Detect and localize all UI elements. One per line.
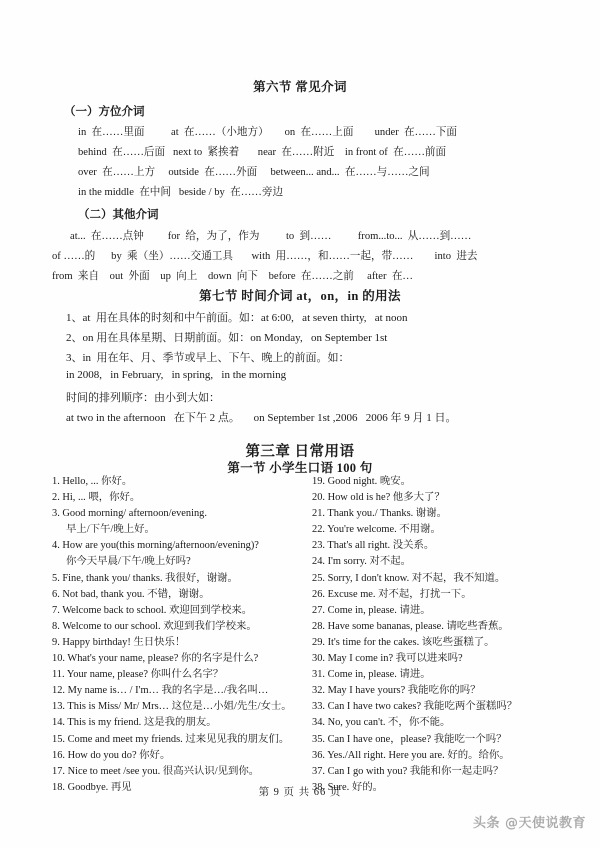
page-footer: 第 9 页 共 66 页 bbox=[258, 787, 342, 798]
time-preposition-rule-3: 3、in 用在年、月、季节或早上、下午、晚上的前面。如： bbox=[66, 352, 350, 364]
list-item: 14. This is my friend. 这是我的朋友。 bbox=[52, 717, 217, 729]
watermark: 头条 @天使说教育 bbox=[472, 816, 586, 831]
list-item: 31. Come in, please. 请进。 bbox=[312, 669, 431, 681]
list-item: 12. My name is… / I'm… 我的名字是…/我名叫… bbox=[52, 685, 269, 697]
time-preposition-examples: in 2008, in February, in spring, in the morning bbox=[66, 369, 287, 381]
list-item: 17. Nice to meet /see you. 很高兴认识/见到你。 bbox=[52, 765, 260, 777]
time-preposition-rule-1: 1、at 用在具体的时刻和中午前面。如：at 6:00, at seven thirty, at noon bbox=[66, 312, 408, 324]
time-order-examples: at two in the afternoon 在下午 2 点。 on September 1st ,2006 2006 年 9 月 1 日。 bbox=[66, 412, 457, 424]
prepositions-place-line-4: in the middle 在中间 beside / by 在……旁边 bbox=[78, 187, 284, 198]
list-item-translation: 早上/下午/晚上好。 bbox=[66, 524, 155, 536]
list-item: 38. Sure. 好的。 bbox=[312, 781, 383, 793]
list-item: 36. Yes./All right. Here you are. 好的。给你。 bbox=[312, 749, 510, 761]
list-item: 25. Sorry, I don't know. 对不起，我不知道。 bbox=[312, 572, 506, 584]
list-item: 30. May I come in? 我可以进来吗? bbox=[312, 653, 463, 665]
list-item: 23. That's all right. 没关系。 bbox=[312, 540, 435, 552]
section-six-heading: 第六节 常见介词 bbox=[253, 80, 347, 94]
prepositions-other-line-1: at... 在……点钟 for 给，为了，作为 to 到…… from...to... 从……到…… bbox=[70, 231, 472, 242]
prepositions-other-line-3: from 来自 out 外面 up 向上 down 向下 before 在……之前 after 在… bbox=[52, 271, 414, 282]
list-item-translation: 你今天早晨/下午/晚上好吗? bbox=[66, 556, 191, 568]
list-item: 33. Can I have two cakes? 我能吃两个蛋糕吗？ bbox=[312, 701, 518, 713]
list-item: 4. How are you(this morning/afternoon/evening)? bbox=[52, 540, 259, 552]
list-item: 11. Your name, please? 你叫什么名字？ bbox=[52, 669, 224, 681]
prepositions-place-line-3: over 在……上方 outside 在……外面 between... and... 在……与……之间 bbox=[78, 167, 430, 178]
list-item: 27. Come in, please. 请进。 bbox=[312, 604, 431, 616]
list-item: 15. Come and meet my friends. 过来见见我的朋友们。 bbox=[52, 733, 290, 745]
list-item: 9. Happy birthday! 生日快乐！ bbox=[52, 636, 186, 648]
list-item: 5. Fine, thank you/ thanks. 我很好，谢谢。 bbox=[52, 572, 238, 584]
list-item: 26. Excuse me. 对不起，打扰一下。 bbox=[312, 588, 472, 600]
prepositions-place-line-1: in 在……里面 at 在……（小地方） on 在……上面 under 在……下面 bbox=[78, 127, 458, 138]
list-item: 2. Hi, ... 喂，你好。 bbox=[52, 492, 141, 504]
list-item: 18. Goodbye. 再见 bbox=[52, 781, 132, 793]
list-item: 1. Hello, ... 你好。 bbox=[52, 476, 133, 487]
list-item: 19. Good night. 晚安。 bbox=[312, 476, 411, 487]
list-item: 8. Welcome to our school. 欢迎到我们学校来。 bbox=[52, 620, 257, 632]
section-six-group-b-label: （二）其他介词 bbox=[78, 209, 159, 221]
list-item: 13. This is Miss/ Mr/ Mrs… 这位是…小姐/先生/女士。 bbox=[52, 701, 292, 713]
list-item: 32. May I have yours? 我能吃你的吗？ bbox=[312, 685, 481, 697]
list-item: 28. Have some bananas, please. 请吃些香蕉。 bbox=[312, 620, 509, 632]
list-item: 35. Can I have one，please? 我能吃一个吗？ bbox=[312, 733, 507, 745]
list-item: 20. How old is he? 他多大了？ bbox=[312, 492, 445, 504]
list-item: 37. Can I go with you? 我能和你一起走吗？ bbox=[312, 765, 504, 777]
list-item: 21. Thank you./ Thanks. 谢谢。 bbox=[312, 508, 447, 520]
time-preposition-rule-2: 2、on 用在具体星期、日期前面。如：on Monday, on September 1st bbox=[66, 332, 388, 344]
list-item: 22. You're welcome. 不用谢。 bbox=[312, 524, 441, 536]
phrase-list-right-column bbox=[312, 474, 580, 796]
list-item: 29. It's time for the cakes. 该吃些蛋糕了。 bbox=[312, 636, 495, 648]
section-seven-heading: 第七节 时间介词 at，on，in 的用法 bbox=[199, 289, 401, 303]
list-item: 7. Welcome back to school. 欢迎回到学校来。 bbox=[52, 604, 253, 616]
prepositions-other-line-2: of ……的 by 乘（坐）……交通工具 with 用……，和……一起，带…… into 进去 bbox=[52, 251, 478, 262]
list-item: 16. How do you do? 你好。 bbox=[52, 749, 171, 761]
list-item: 3. Good morning/ afternoon/evening. bbox=[52, 508, 207, 520]
time-order-note: 时间的排列顺序：由小到大如： bbox=[66, 392, 220, 404]
prepositions-place-line-2: behind 在……后面 next to 紧挨着 near 在……附近 in front of 在……前面 bbox=[78, 147, 447, 158]
phrase-list-left-column bbox=[52, 474, 314, 796]
section-six-group-a-label: （一）方位介词 bbox=[64, 106, 145, 118]
list-item: 24. I'm sorry. 对不起。 bbox=[312, 556, 412, 568]
chapter-three-subtitle: 第一节 小学生口语 100 句 bbox=[227, 461, 373, 475]
chapter-three-title: 第三章 日常用语 bbox=[245, 444, 355, 460]
list-item: 6. Not bad, thank you. 不错，谢谢。 bbox=[52, 588, 210, 600]
list-item: 34. No, you can't. 不，你不能。 bbox=[312, 717, 451, 729]
list-item: 10. What's your name, please? 你的名字是什么? bbox=[52, 653, 259, 665]
